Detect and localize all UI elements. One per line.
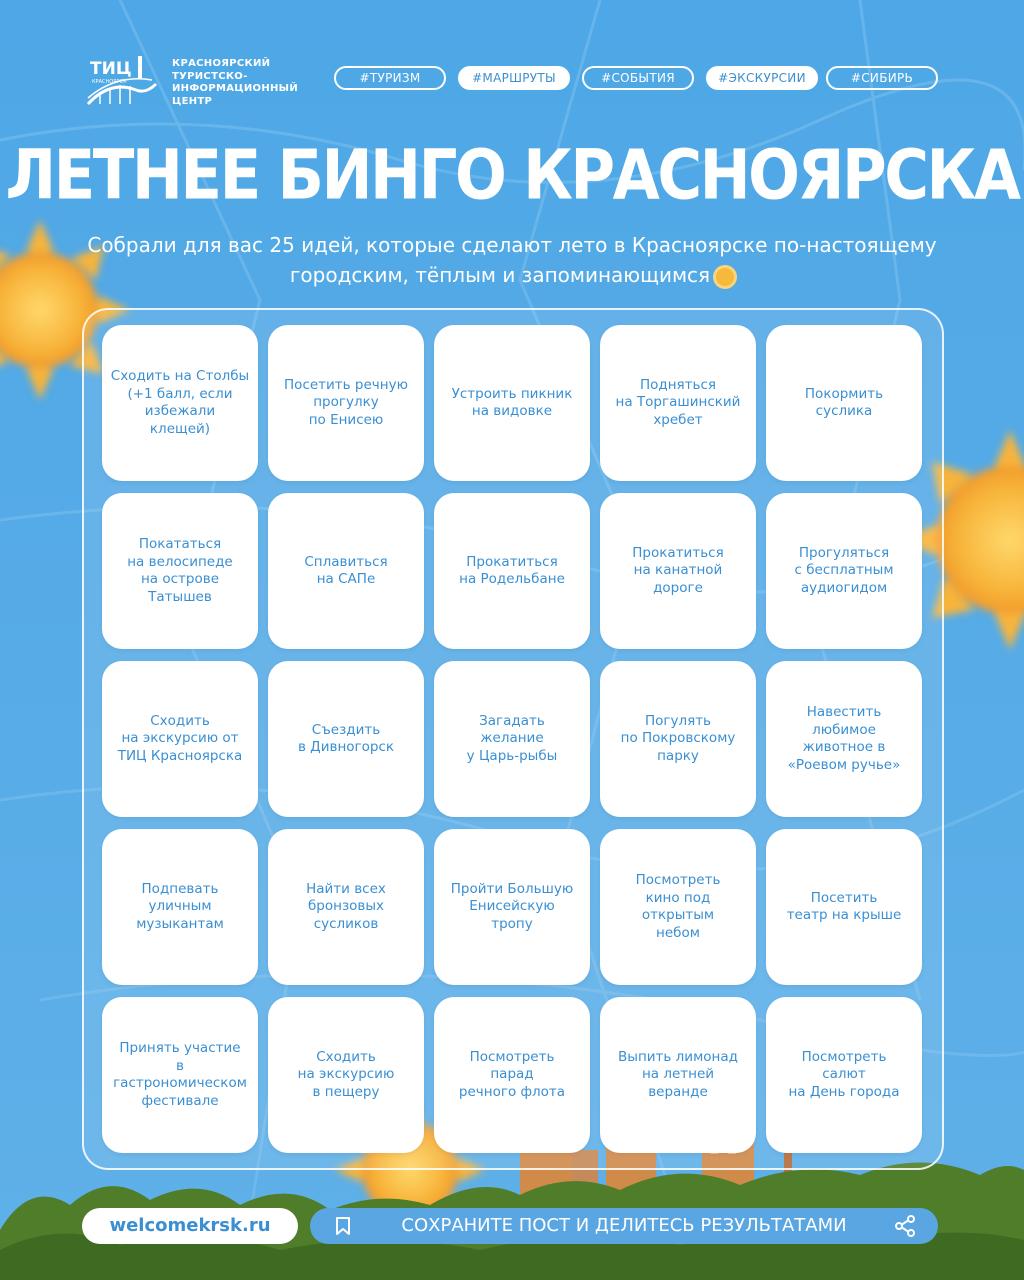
logo-text [172, 58, 298, 108]
bingo-cell[interactable]: Пройти Большую Енисейскую тропу [434, 829, 590, 985]
hashtag-routes[interactable]: #МАРШРУТЫ [458, 66, 570, 90]
bingo-cell[interactable]: Сходить на экскурсию от ТИЦ Красноярска [102, 661, 258, 817]
save-share-banner[interactable] [310, 1208, 938, 1244]
cta-label: СОХРАНИТЕ ПОСТ И ДЕЛИТЕСЬ РЕЗУЛЬТАТАМИ [401, 1215, 847, 1236]
sun-icon [716, 268, 734, 286]
bingo-cell[interactable]: Покататься на велосипеде на острове Татышев [102, 493, 258, 649]
bingo-cell[interactable]: Посмотреть парад речного флота [434, 997, 590, 1153]
subtitle [60, 230, 964, 290]
share-icon [894, 1215, 916, 1237]
svg-text:ТИЦ: ТИЦ [90, 59, 132, 79]
subtitle-line-2-wrap [60, 260, 964, 290]
bingo-cell[interactable]: Посетить театр на крыше [766, 829, 922, 985]
logo [86, 54, 296, 114]
subtitle-line-1: Собрали для вас 25 идей, которые сделают лето в Красноярске по-настоящему [87, 233, 937, 257]
bingo-cell[interactable]: Подняться на Торгашинский хребет [600, 325, 756, 481]
logo-line: ТУРИСТСКО- [172, 70, 248, 82]
bingo-cell[interactable]: Сплавиться на САПе [268, 493, 424, 649]
logo-line: ИНФОРМАЦИОННЫЙ [172, 83, 298, 94]
logo-mark-icon [86, 54, 158, 110]
bingo-cell[interactable]: Принять участие в гастрономическом фестивале [102, 997, 258, 1153]
subtitle-line-2: городским, тёплым и запоминающимся [289, 263, 711, 287]
bingo-cell[interactable]: Прокатиться на Родельбане [434, 493, 590, 649]
bingo-cell[interactable]: Сходить на экскурсию в пещеру [268, 997, 424, 1153]
logo-line: ЦЕНТР [172, 95, 213, 107]
bingo-cell[interactable]: Съездить в Дивногорск [268, 661, 424, 817]
bingo-cell[interactable]: Посмотреть салют на День города [766, 997, 922, 1153]
page-title: ЛЕТНЕЕ БИНГО КРАСНОЯРСКА [5, 135, 1019, 216]
svg-text:КРАСНОЯРСК: КРАСНОЯРСК [92, 79, 127, 85]
bingo-cell[interactable]: Найти всех бронзовых сусликов [268, 829, 424, 985]
hashtag-list [334, 66, 938, 90]
hashtag-excursions[interactable]: #ЭКСКУРСИИ [706, 66, 818, 90]
bingo-cell[interactable]: Сходить на Столбы (+1 балл, если избежали клещей) [102, 325, 258, 481]
hashtag-tourism[interactable]: #ТУРИЗМ [334, 66, 446, 90]
bingo-cell[interactable]: Навестить любимое животное в «Роевом ручье» [766, 661, 922, 817]
bingo-cell[interactable]: Прогуляться с бесплатным аудиогидом [766, 493, 922, 649]
bingo-cell[interactable]: Прокатиться на канатной дороге [600, 493, 756, 649]
bingo-cell[interactable]: Подпевать уличным музыкантам [102, 829, 258, 985]
bingo-cell[interactable]: Посмотреть кино под открытым небом [600, 829, 756, 985]
bingo-cell[interactable]: Покормить суслика [766, 325, 922, 481]
bingo-cell[interactable]: Погулять по Покровскому парку [600, 661, 756, 817]
logo-line: КРАСНОЯРСКИЙ [172, 58, 271, 69]
bookmark-icon [334, 1216, 352, 1236]
bingo-cell[interactable]: Устроить пикник на видовке [434, 325, 590, 481]
hashtag-events[interactable]: #СОБЫТИЯ [582, 66, 694, 90]
bingo-grid [102, 325, 922, 1155]
hashtag-siberia[interactable]: #СИБИРЬ [826, 66, 938, 90]
bingo-cell[interactable]: Загадать желание у Царь-рыбы [434, 661, 590, 817]
bingo-cell[interactable]: Выпить лимонад на летней веранде [600, 997, 756, 1153]
website-link[interactable]: welcomekrsk.ru [82, 1208, 298, 1244]
bingo-cell[interactable]: Посетить речную прогулку по Енисею [268, 325, 424, 481]
